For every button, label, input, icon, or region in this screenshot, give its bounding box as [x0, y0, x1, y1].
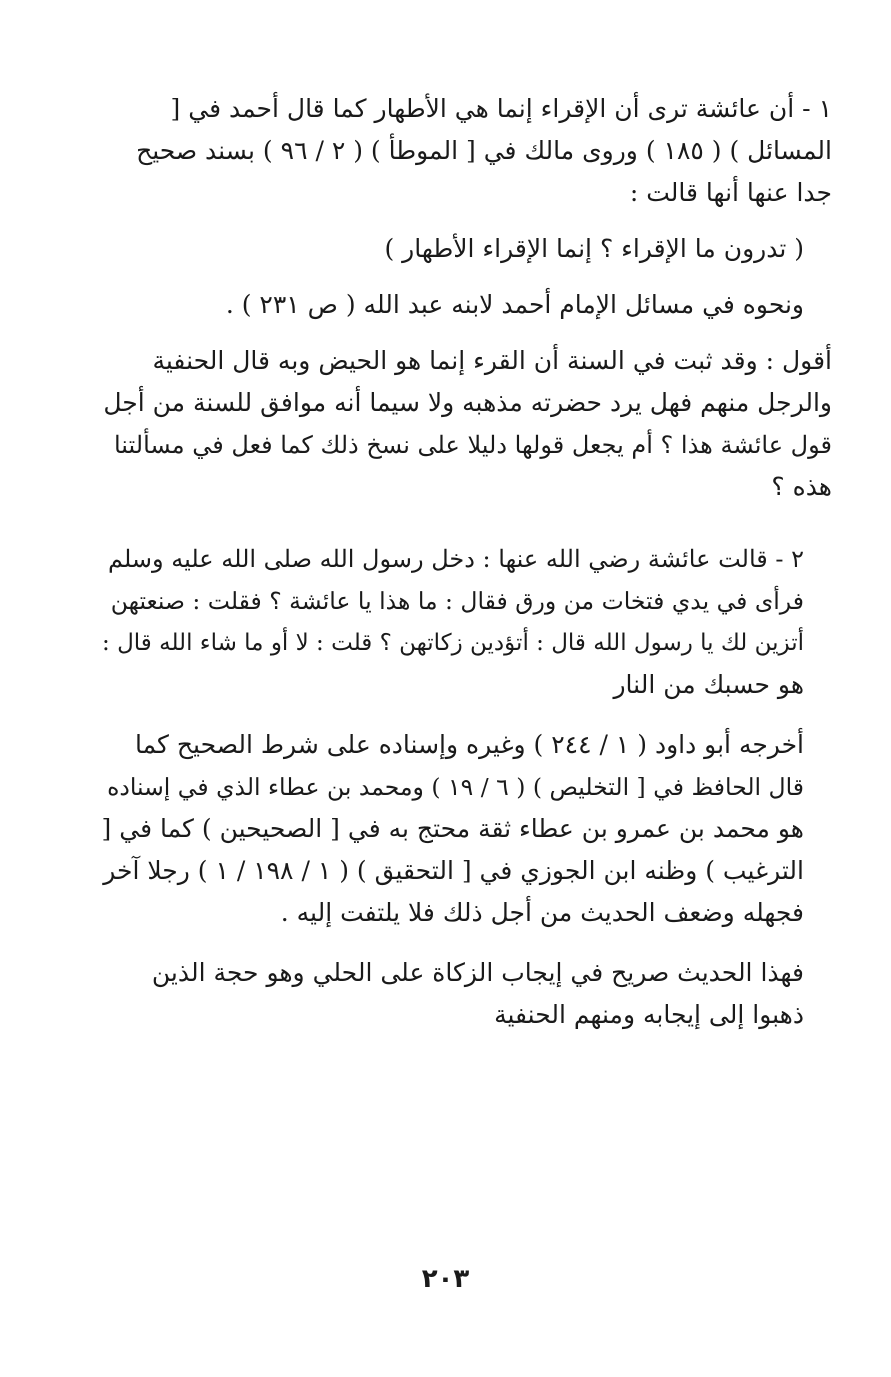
text-line: ١ - أن عائشة ترى أن الإقراء إنما هي الأطهار كما قال أحمد في [: [170, 94, 832, 123]
text-line: هو حسبك من النار: [613, 670, 804, 699]
page-body: [100, 88, 860, 1036]
text-line: قال الحافظ في [ التخليص ) ( ٦ / ١٩ ) ومحمد بن عطاء الذي في إسناده: [107, 773, 804, 801]
text-line: ذهبوا إلى إيجابه ومنهم الحنفية: [494, 1000, 804, 1029]
paragraph-5: [100, 538, 860, 706]
text-line: ٢ - قالت عائشة رضي الله عنها : دخل رسول الله صلى الله عليه وسلم: [108, 545, 804, 573]
text-line: جدا عنها أنها قالت :: [629, 178, 832, 207]
text-line: أخرجه أبو داود ( ١ / ٢٤٤ ) وغيره وإسناده على شرط الصحيح كما: [134, 730, 804, 759]
paragraph-7: [100, 952, 860, 1036]
text-line: أقول : وقد ثبت في السنة أن القرء إنما هو الحيض وبه قال الحنفية: [152, 346, 832, 375]
page-number: ٢٠٣: [421, 1264, 470, 1294]
text-line: فجهله وضعف الحديث من أجل ذلك فلا يلتفت إليه .: [280, 898, 804, 927]
text-line: قول عائشة هذا ؟ أم يجعل قولها دليلا على نسخ ذلك كما فعل في مسألتنا: [113, 431, 832, 459]
text-line: أتزين لك يا رسول الله قال : أتؤدين زكاتهن ؟ قلت : لا أو ما شاء الله قال :: [102, 630, 804, 656]
text-line: ( تدرون ما الإقراء ؟ إنما الإقراء الأطهار ): [384, 234, 804, 263]
text-line: والرجل منهم فهل يرد حضرته مذهبه ولا سيما أنه موافق للسنة من أجل: [103, 388, 832, 417]
text-line: هذه ؟: [771, 472, 832, 501]
text-line: الترغيب ) وظنه ابن الجوزي في [ التحقيق ) ( ١ / ١٩٨ / ١ ) رجلا آخر: [103, 856, 804, 885]
paragraph-1: [100, 88, 860, 214]
paragraph-4: [100, 340, 860, 508]
text-line: فهذا الحديث صريح في إيجاب الزكاة على الحلي وهو حجة الذين: [151, 958, 804, 987]
paragraph-3: [100, 284, 860, 326]
text-line: هو محمد بن عمرو بن عطاء ثقة محتج به في [ الصحيحين ) كما في [: [101, 814, 804, 843]
paragraph-6: [100, 724, 860, 934]
text-line: فرأى في يدي فتخات من ورق فقال : ما هذا يا عائشة ؟ فقلت : صنعتهن: [110, 587, 804, 615]
text-line: ونحوه في مسائل الإمام أحمد لابنه عبد الله ( ص ٢٣١ ) .: [225, 290, 804, 319]
text-line: المسائل ) ( ١٨٥ ) وروى مالك في [ الموطأ ) ( ٢ / ٩٦ ) بسند صحيح: [136, 136, 832, 165]
paragraph-2-quote: [100, 228, 860, 270]
